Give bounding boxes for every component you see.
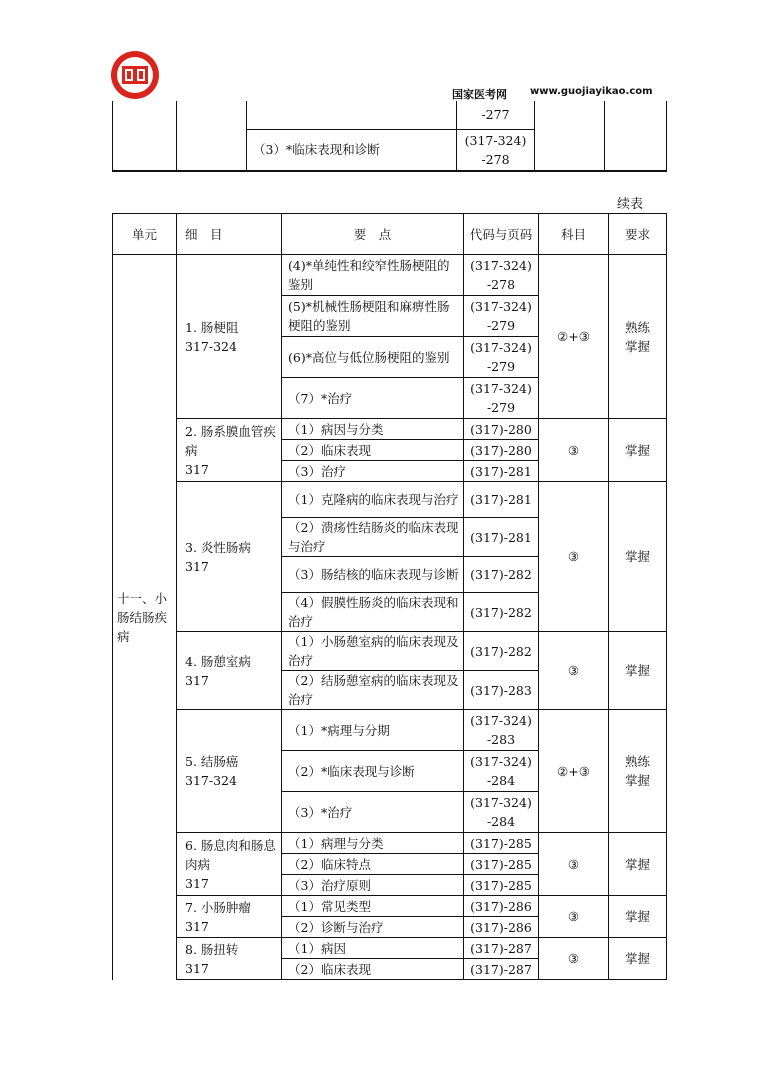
subject-cell: ③ xyxy=(539,896,609,938)
code-cell: (317)-282 xyxy=(464,632,539,671)
header-subject: 科目 xyxy=(539,214,609,255)
code-cell: (317)-285 xyxy=(464,854,539,875)
code-cell: (317)-280 xyxy=(464,419,539,440)
item-cell: 1. 肠梗阻 317-324 xyxy=(177,255,282,419)
point-cell: （1）病因与分类 xyxy=(282,419,464,440)
code-cell: (317-324) -284 xyxy=(464,792,539,833)
subject-cell: ③ xyxy=(539,419,609,482)
point-cell: （3）肠结核的临床表现与诊断 xyxy=(282,557,464,593)
table-row xyxy=(113,833,667,854)
subject-cell: ②+③ xyxy=(539,710,609,833)
table-row xyxy=(113,482,667,518)
requirement-cell: 熟练掌握 xyxy=(609,710,667,833)
header-item: 细 目 xyxy=(177,214,282,255)
point-cell: （1）病因 xyxy=(282,938,464,959)
top-point-2: （3）*临床表现和诊断 xyxy=(247,129,457,171)
code-cell: (317)-287 xyxy=(464,938,539,959)
code-cell: (317)-281 xyxy=(464,461,539,482)
logo-icon xyxy=(110,50,160,100)
point-cell: (4)*单纯性和绞窄性肠梗阻的鉴别 xyxy=(282,255,464,296)
point-cell: （1）小肠憩室病的临床表现及治疗 xyxy=(282,632,464,671)
item-cell: 6. 肠息肉和肠息肉病 317 xyxy=(177,833,282,896)
header-point: 要 点 xyxy=(282,214,464,255)
requirement-cell: 掌握 xyxy=(609,833,667,896)
top-code-1: -277 xyxy=(457,101,535,129)
requirement-cell: 掌握 xyxy=(609,419,667,482)
top-code-2: (317-324) -278 xyxy=(457,129,535,171)
point-cell: （1）常见类型 xyxy=(282,896,464,917)
code-cell: (317-324) -284 xyxy=(464,751,539,792)
header-code: 代码与页码 xyxy=(464,214,539,255)
requirement-cell: 掌握 xyxy=(609,896,667,938)
continued-label: 续表 xyxy=(617,197,644,212)
subject-cell: ③ xyxy=(539,632,609,710)
point-cell: （2）*临床表现与诊断 xyxy=(282,751,464,792)
item-cell: 4. 肠憩室病 317 xyxy=(177,632,282,710)
point-cell: （2）临床表现 xyxy=(282,440,464,461)
header-unit: 单元 xyxy=(113,214,177,255)
point-cell: （3）*治疗 xyxy=(282,792,464,833)
code-cell: (317)-282 xyxy=(464,593,539,632)
point-cell: （2）溃疡性结肠炎的临床表现与治疗 xyxy=(282,518,464,557)
subject-cell: ③ xyxy=(539,482,609,632)
table-row xyxy=(113,419,667,440)
code-cell: (317-324) -283 xyxy=(464,710,539,751)
table-row xyxy=(113,632,667,671)
item-cell: 3. 炎性肠病 317 xyxy=(177,482,282,632)
site-name: 国家医考网 xyxy=(452,88,507,101)
code-cell: (317)-280 xyxy=(464,440,539,461)
code-cell: (317)-285 xyxy=(464,875,539,896)
site-url: www.guojiayikao.com xyxy=(530,86,653,97)
code-cell: (317-324) -278 xyxy=(464,255,539,296)
point-cell: (5)*机械性肠梗阻和麻痹性肠梗阻的鉴别 xyxy=(282,296,464,337)
code-cell: (317)-287 xyxy=(464,959,539,980)
table-row xyxy=(113,896,667,917)
code-cell: (317)-281 xyxy=(464,482,539,518)
point-cell: （2）诊断与治疗 xyxy=(282,917,464,938)
code-cell: (317-324) -279 xyxy=(464,378,539,419)
item-cell: 8. 肠扭转 317 xyxy=(177,938,282,980)
point-cell: （4）假膜性肠炎的临床表现和治疗 xyxy=(282,593,464,632)
code-cell: (317)-286 xyxy=(464,917,539,938)
table-row xyxy=(113,938,667,959)
subject-cell: ③ xyxy=(539,938,609,980)
point-cell: （1）病理与分类 xyxy=(282,833,464,854)
code-cell: (317)-283 xyxy=(464,671,539,710)
point-cell: （7）*治疗 xyxy=(282,378,464,419)
header-req: 要求 xyxy=(609,214,667,255)
point-cell: （1）克隆病的临床表现与治疗 xyxy=(282,482,464,518)
table-row xyxy=(113,710,667,751)
subject-cell: ③ xyxy=(539,833,609,896)
point-cell: (6)*高位与低位肠梗阻的鉴别 xyxy=(282,337,464,378)
item-cell: 7. 小肠肿瘤 317 xyxy=(177,896,282,938)
point-cell: （3）治疗原则 xyxy=(282,875,464,896)
requirement-cell: 熟练掌握 xyxy=(609,255,667,419)
point-cell: （2）临床特点 xyxy=(282,854,464,875)
code-cell: (317)-285 xyxy=(464,833,539,854)
point-cell: （1）*病理与分期 xyxy=(282,710,464,751)
code-cell: (317-324) -279 xyxy=(464,337,539,378)
subject-cell: ②+③ xyxy=(539,255,609,419)
requirement-cell: 掌握 xyxy=(609,482,667,632)
table-row xyxy=(113,255,667,296)
top-table xyxy=(112,101,667,172)
top-point-1 xyxy=(247,101,457,129)
point-cell: （2）结肠憩室病的临床表现及治疗 xyxy=(282,671,464,710)
code-cell: (317)-286 xyxy=(464,896,539,917)
code-cell: (317-324) -279 xyxy=(464,296,539,337)
point-cell: （3）治疗 xyxy=(282,461,464,482)
syllabus-table xyxy=(112,213,667,980)
code-cell: (317)-282 xyxy=(464,557,539,593)
item-cell: 5. 结肠癌 317-324 xyxy=(177,710,282,833)
requirement-cell: 掌握 xyxy=(609,938,667,980)
code-cell: (317)-281 xyxy=(464,518,539,557)
unit-cell: 十一、小肠结肠疾病 xyxy=(113,255,177,980)
requirement-cell: 掌握 xyxy=(609,632,667,710)
item-cell: 2. 肠系膜血管疾病 317 xyxy=(177,419,282,482)
point-cell: （2）临床表现 xyxy=(282,959,464,980)
